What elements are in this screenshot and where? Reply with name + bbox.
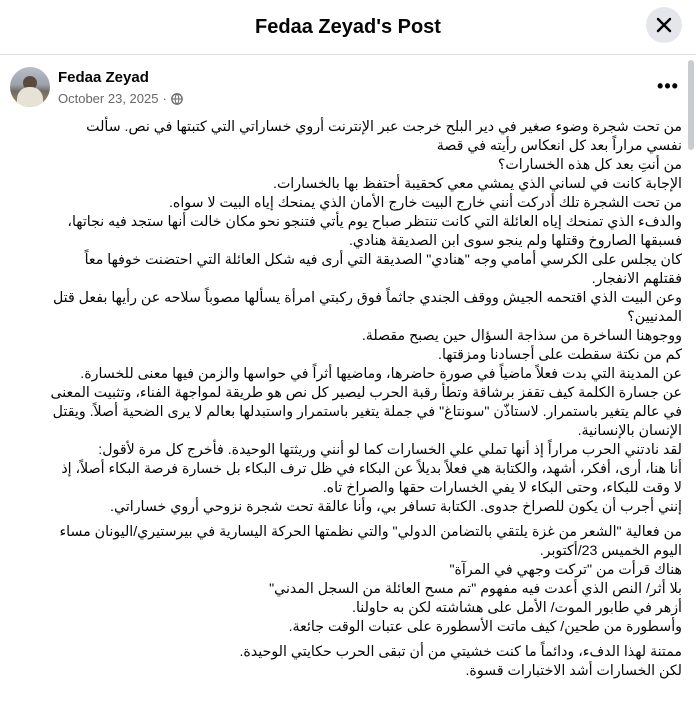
author-name[interactable]: Fedaa Zeyad bbox=[58, 69, 149, 86]
post-paragraph: كان يجلس على الكرسي أمامي وجه "هنادي" الصديقة التي أرى فيه شكل العائلة التي احتضنت خوفها معاً فقتلهم الانفجار. bbox=[84, 252, 682, 287]
post-paragraph: هناك قرأت من "تركت وجهي في المرآة" bbox=[449, 562, 682, 578]
post-paragraph: عن جسارة الكلمة كيف تقفز برشاقة وتطأ رقبة الحرب ليصير كل نص هو طريقة لمواجهة الفناء، وتثبيت المعنى في عالم يتغير باستمرار. لاستاذّن "سونتاغ" في جملة يتغير باستمرار واستبدلها بعالم لا يرى الضحية أصلاً. ويقتل الإنسان بالإنسانية. bbox=[50, 385, 682, 439]
post-paragraph: من أنتِ بعد كل هذه الخسارات؟ bbox=[497, 157, 682, 173]
post-paragraph: ممتنة لهذا الدفء، ودائماً ما كنت خشيتي من أن تبقى الحرب حكايتي الوحيدة. bbox=[239, 644, 682, 660]
post-paragraph: لقد نادتني الحرب مراراً إذ أنها تملي علي الخسارات كما لو أنني وريثتها الوحيدة. فأخرج كل مرة لأقول: bbox=[98, 442, 682, 458]
post-paragraph: من تحت شجرة وضوء صغير في دير البلح خرجت عبر الإنترنت أروي خساراتي التي كتبتها في نص. سألت نفسي مراراً بعد كل انعكاس رأيته في قصة bbox=[86, 119, 682, 154]
dialog-title: Fedaa Zeyad's Post bbox=[255, 15, 441, 38]
post-paragraph: كم من نكتة سقطت على أجسادنا ومزقتها. bbox=[438, 347, 682, 363]
scrollbar-thumb[interactable] bbox=[688, 60, 694, 150]
meta-separator: · bbox=[162, 91, 167, 106]
post-text bbox=[50, 118, 682, 681]
post-date[interactable]: October 23, 2025 bbox=[58, 91, 159, 106]
post-meta bbox=[58, 91, 183, 106]
avatar[interactable] bbox=[10, 67, 50, 107]
post-paragraph: لكن الخسارات أشد الاختبارات قسوة. bbox=[465, 663, 682, 679]
more-options-icon: ••• bbox=[657, 75, 679, 96]
post-paragraph: أنا هنا، أرى، أفكر، أشهد، والكتابة هي فعلاً بديلاً عن البكاء في ظل ترف البكاء بل خسارة فرصة البكاء أصلاً، إذ لا وقت للبكاء، وحتى البكاء لا يفي الخسارات حقها والصراخ تاه. bbox=[61, 461, 682, 496]
close-button[interactable] bbox=[646, 7, 682, 43]
post-paragraph: الإجابة كانت في لساني الذي يمشي معي كحقيبة أحتفظ بها بالخسارات. bbox=[273, 176, 682, 192]
post-paragraph: وأسطورة من طحين/ كيف ماتت الأسطورة على عتبات الوقت جائعة. bbox=[288, 619, 682, 635]
post-paragraph: عن المدينة التي بدت فعلاً ماضياً في صورة حاضرها، وماضيها أثراً في حواسها والزمن فيها معنى للخسارة. bbox=[80, 366, 682, 382]
post-paragraph: من تحت الشجرة تلك أدركت أنني خارج البيت خارج الأمان الذي يمنحك إياه البيت لا سواه. bbox=[168, 195, 682, 211]
close-icon bbox=[656, 17, 672, 33]
post-paragraph: بلا أثر/ النص الذي أعدت فيه مفهوم "تم مسح العائلة من السجل المدني" bbox=[269, 581, 682, 597]
dialog-header bbox=[0, 0, 696, 55]
post-paragraph: والدفء الذي تمنحك إياه العائلة التي كانت تنتظر صباح يوم يأتي فتنجو نحو مكان خالت أنها ستجد فيه نجاتها، فسبقها الصاروخ وقتلها ولم ينجو سوى ابن الصديقة هنادي. bbox=[67, 214, 682, 249]
post-paragraph: وعن البيت الذي اقتحمه الجيش ووقف الجندي جاثماً فوق ركبتي امرأة يسألها مصوباً سلاحه عن رأيها بفعل قتل المدنيين؟ bbox=[52, 290, 682, 325]
post-paragraph: إنني أجرب أن يكون للصراخ جدوى. الكتابة تسافر بي، وأنا عالقة تحت شجرة نزوحي أروي خساراتي. bbox=[110, 499, 682, 515]
post-paragraph: من فعالية "الشعر من غزة يلتقي بالتضامن الدولي" والتي نظمتها الحركة اليسارية في بيرستيري/اليونان مساء اليوم الخميس 23/أكتوبر. bbox=[59, 524, 682, 559]
globe-icon[interactable] bbox=[171, 93, 183, 105]
post-paragraph: أزهر في طابور الموت/ الأمل على هشاشته لكن به حاولنا. bbox=[352, 600, 682, 616]
post-paragraph: ووجوهنا الساخرة من سذاجة السؤال حين يصبح مقصلة. bbox=[361, 328, 682, 344]
more-options-button[interactable] bbox=[656, 75, 680, 96]
post-author-row bbox=[10, 67, 680, 111]
